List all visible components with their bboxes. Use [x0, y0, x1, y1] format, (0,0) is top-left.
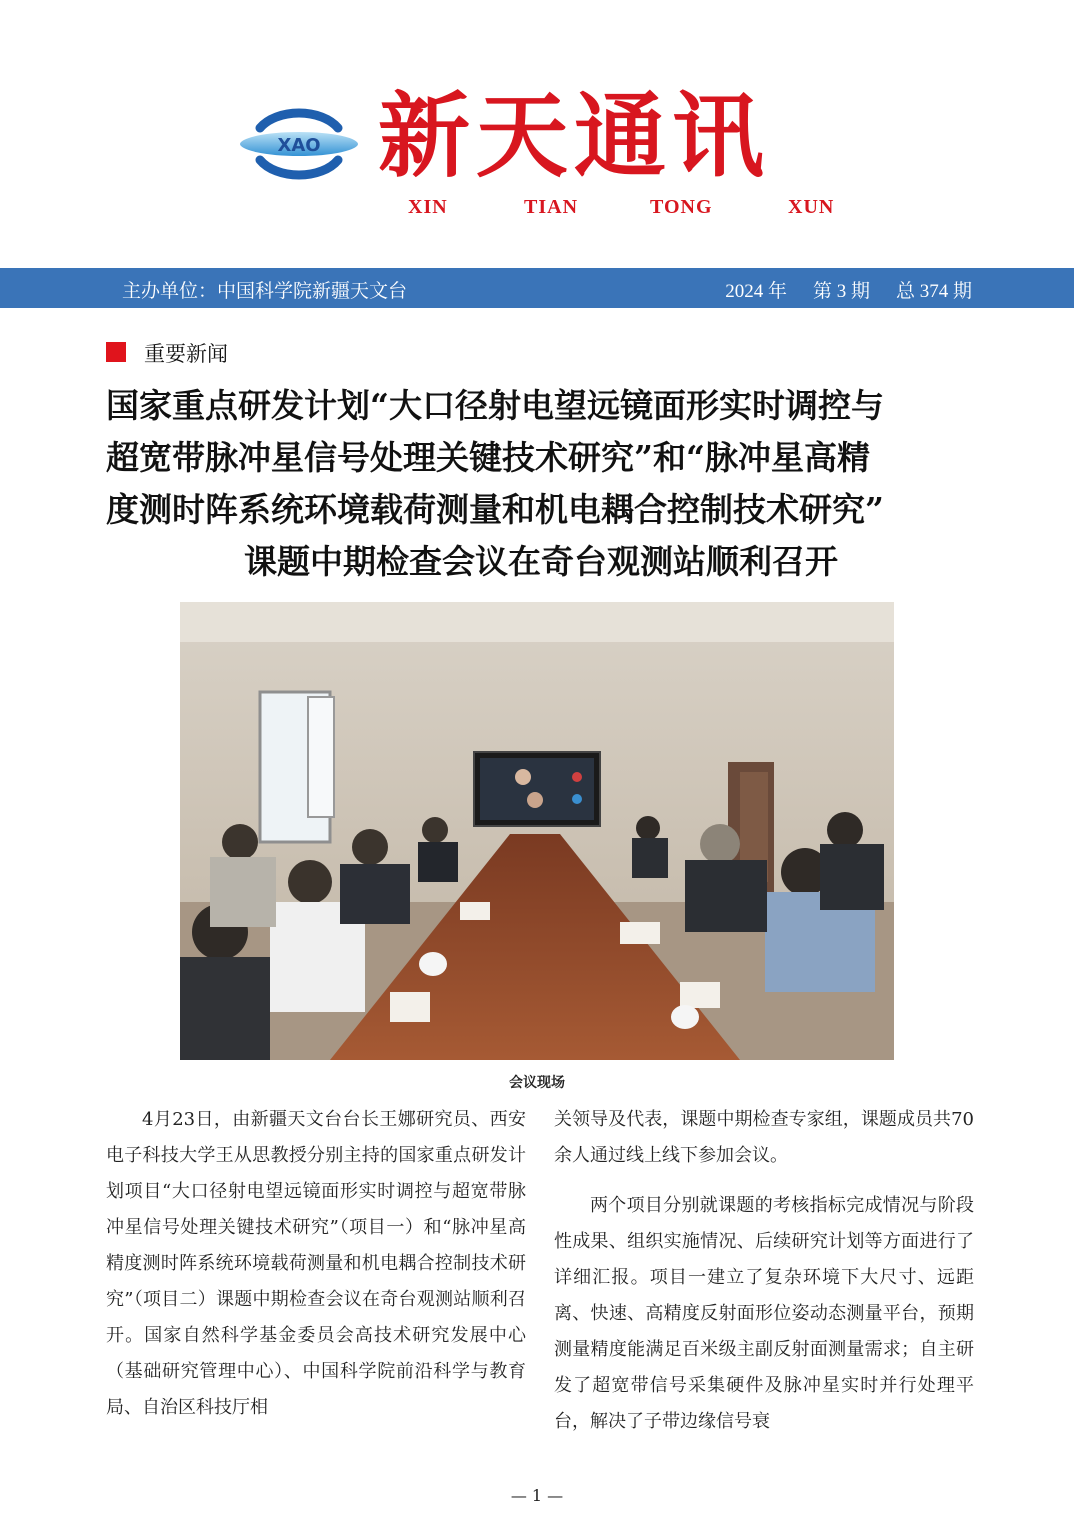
issue-number: 第 3 期 — [812, 281, 870, 302]
photo-caption: 会议现场 — [509, 1075, 565, 1091]
headline-line-1: 国家重点研发计划“大口径射电望远镜面形实时调控与 — [106, 386, 884, 425]
headline-line-4: 课题中期检查会议在奇台观测站顺利召开 — [244, 542, 838, 581]
issue-banner — [0, 268, 1074, 308]
masthead — [0, 0, 1074, 268]
meeting-photo — [180, 602, 894, 1060]
logo-text: XAO — [277, 135, 321, 156]
page-number: — 1 — — [510, 1486, 564, 1505]
pinyin-tong: TONG — [650, 196, 713, 218]
pinyin-xun: XUN — [788, 196, 835, 218]
issue-total: 总 374 期 — [895, 281, 972, 302]
issue-info — [699, 276, 972, 303]
xao-logo-icon — [238, 104, 360, 184]
sponsor-text: 主办单位：中国科学院新疆天文台 — [122, 280, 408, 302]
article-paragraph-1-continued: 关领导及代表，课题中期检查专家组，课题成员共70余人通过线上线下参加会议。 — [554, 1109, 974, 1166]
pinyin-tian: TIAN — [524, 196, 579, 218]
pinyin-xin: XIN — [408, 196, 448, 218]
headline-line-2: 超宽带脉冲星信号处理关键技术研究”和“脉冲星高精 — [106, 438, 870, 477]
headline — [106, 380, 976, 588]
article-right-column — [554, 1102, 974, 1440]
headline-line-3: 度测时阵系统环境载荷测量和机电耦合控制技术研究” — [106, 490, 884, 529]
publication-title: 新天通讯 — [378, 82, 771, 190]
article-paragraph-1: 4月23日，由新疆天文台台长王娜研究员、西安电子科技大学王从思教授分别主持的国家重点研发计划项目“大口径射电望远镜面形实时调控与超宽带脉冲星信号处理关键技术研究”（项目一）和“脉冲星高精度测时阵系统环境载荷测量和机电耦合控制技术研究”（项目二）课题中期检查会议在奇台观测站顺利召开。国家自然科学基金委员会高技术研究发展中心（基础研究管理中心）、中国科学院前沿科学与教育局、自治区科技厅相 — [106, 1109, 526, 1418]
section-label: 重要新闻 — [144, 342, 228, 366]
article-paragraph-2: 两个项目分别就课题的考核指标完成情况与阶段性成果、组织实施情况、后续研究计划等方面进行了详细汇报。项目一建立了复杂环境下大尺寸、远距离、快速、高精度反射面形位姿动态测量平台，预期测量精度能满足百米级主副反射面测量需求；自主研发了超宽带信号采集硬件及脉冲星实时并行处理平台，解决了子带边缘信号衰 — [554, 1195, 974, 1432]
section-square-icon — [106, 342, 126, 362]
article-left-column — [106, 1102, 526, 1426]
issue-year: 2024 年 — [725, 281, 787, 302]
